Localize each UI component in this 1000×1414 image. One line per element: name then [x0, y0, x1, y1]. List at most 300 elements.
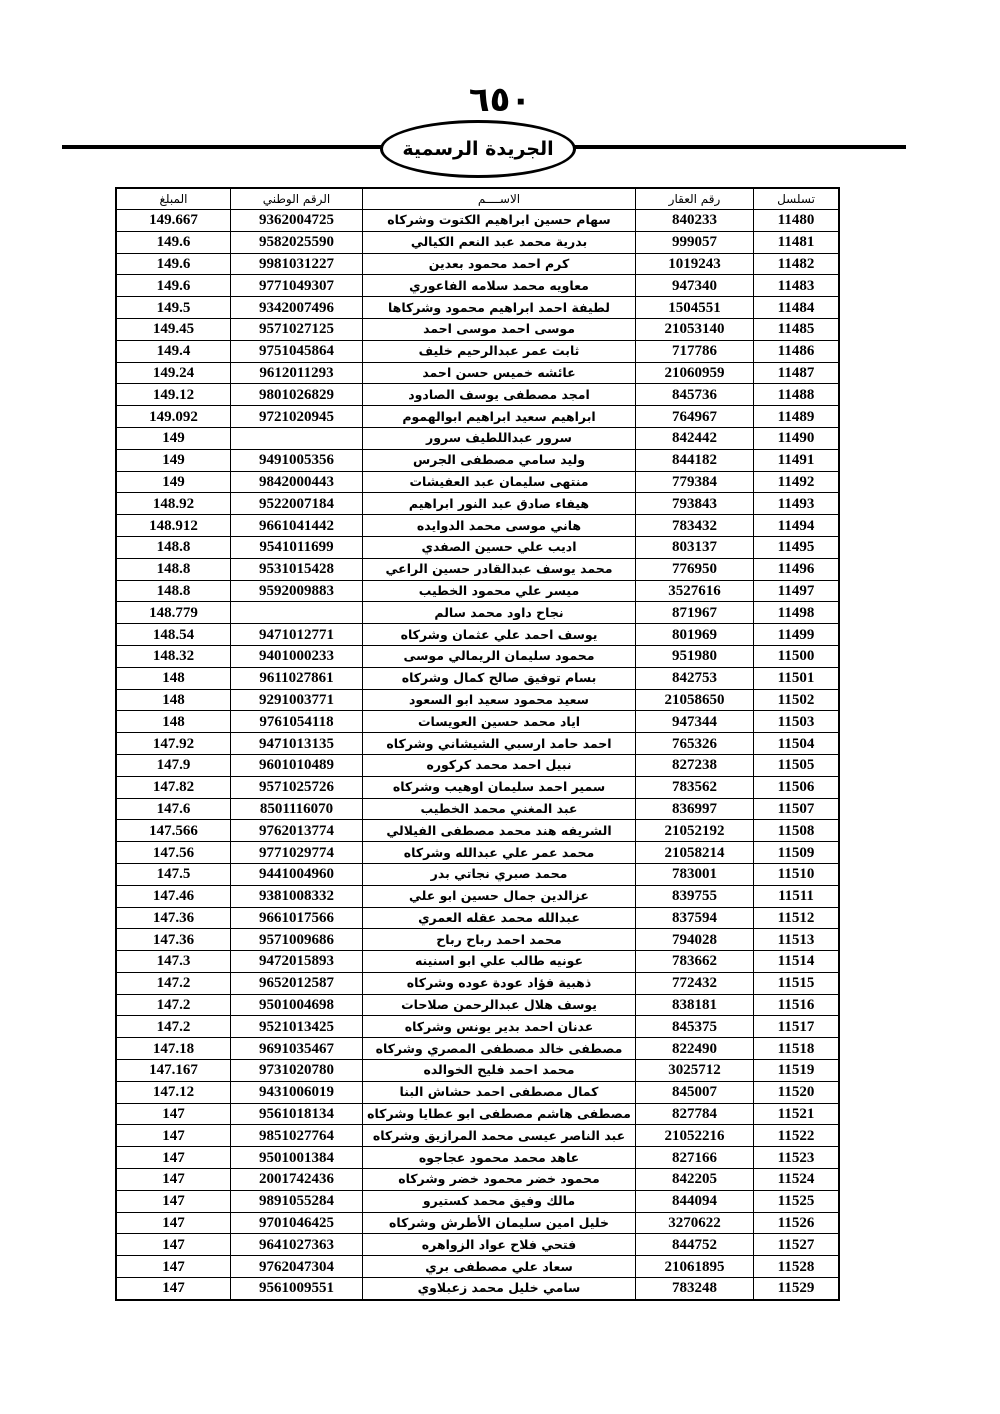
cell-amount: 149.5	[116, 297, 231, 319]
cell-name: نجاح داود محمد سالم	[363, 602, 636, 624]
cell-serial: 11523	[754, 1147, 840, 1169]
cell-national-id: 9592009883	[231, 580, 363, 602]
column-header-amount: المبلغ	[116, 188, 231, 210]
cell-national-id: 9731020780	[231, 1060, 363, 1082]
cell-name: فتحي فلاح عواد الزواهره	[363, 1234, 636, 1256]
cell-amount: 149.24	[116, 362, 231, 384]
cell-property-no: 764967	[636, 406, 754, 428]
cell-property-no: 772432	[636, 972, 754, 994]
cell-property-no: 717786	[636, 340, 754, 362]
cell-name: سهام حسين ابراهيم الكتوت وشركاه	[363, 210, 636, 232]
table-row	[116, 972, 839, 994]
cell-serial: 11480	[754, 210, 840, 232]
cell-serial: 11527	[754, 1234, 840, 1256]
cell-national-id: 9401000233	[231, 645, 363, 667]
column-header-national-id: الرقم الوطني	[231, 188, 363, 210]
cell-property-no: 844752	[636, 1234, 754, 1256]
table-row	[116, 471, 839, 493]
table-row	[116, 1256, 839, 1278]
table-row	[116, 1278, 839, 1300]
cell-serial: 11502	[754, 689, 840, 711]
cell-amount: 147.3	[116, 951, 231, 973]
cell-property-no: 999057	[636, 231, 754, 253]
cell-serial: 11489	[754, 406, 840, 428]
cell-property-no: 21058214	[636, 842, 754, 864]
cell-national-id: 9751045864	[231, 340, 363, 362]
table-row	[116, 1169, 839, 1191]
cell-name: محمد عمر علي عبدالله وشركاه	[363, 842, 636, 864]
table-row	[116, 1234, 839, 1256]
table-row	[116, 1125, 839, 1147]
cell-national-id	[231, 602, 363, 624]
cell-property-no: 827166	[636, 1147, 754, 1169]
cell-amount: 148.54	[116, 624, 231, 646]
cell-property-no: 776950	[636, 558, 754, 580]
cell-name: خليل امين سليمان الأطرش وشركاه	[363, 1212, 636, 1234]
cell-national-id: 9582025590	[231, 231, 363, 253]
cell-name: كرم احمد محمود بعدين	[363, 253, 636, 275]
cell-national-id: 9601010489	[231, 754, 363, 776]
cell-name: محمد يوسف عبدالقادر حسين الراعي	[363, 558, 636, 580]
cell-amount: 147.92	[116, 733, 231, 755]
table-row	[116, 776, 839, 798]
cell-amount: 148.779	[116, 602, 231, 624]
cell-name: نبيل احمد محمد كركوره	[363, 754, 636, 776]
cell-serial: 11485	[754, 318, 840, 340]
cell-amount: 148	[116, 711, 231, 733]
cell-property-no: 783001	[636, 863, 754, 885]
cell-amount: 147.2	[116, 972, 231, 994]
cell-national-id: 9661017566	[231, 907, 363, 929]
cell-amount: 149	[116, 427, 231, 449]
table-row	[116, 624, 839, 646]
cell-property-no: 3025712	[636, 1060, 754, 1082]
cell-amount: 148	[116, 689, 231, 711]
cell-amount: 147.9	[116, 754, 231, 776]
table-header-row	[116, 188, 839, 210]
table-row	[116, 427, 839, 449]
table-row	[116, 733, 839, 755]
cell-national-id: 9721020945	[231, 406, 363, 428]
cell-serial: 11505	[754, 754, 840, 776]
cell-property-no: 836997	[636, 798, 754, 820]
table-row	[116, 362, 839, 384]
cell-national-id: 9431006019	[231, 1081, 363, 1103]
cell-serial: 11490	[754, 427, 840, 449]
cell-name: ذهبية فؤاد عودة عوده وشركاه	[363, 972, 636, 994]
cell-serial: 11509	[754, 842, 840, 864]
cell-property-no: 871967	[636, 602, 754, 624]
cell-serial: 11514	[754, 951, 840, 973]
cell-national-id: 9761054118	[231, 711, 363, 733]
table-row	[116, 449, 839, 471]
table-row	[116, 558, 839, 580]
cell-name: ابراهيم سعيد ابراهيم ابوالهموم	[363, 406, 636, 428]
cell-national-id: 9981031227	[231, 253, 363, 275]
cell-property-no: 783248	[636, 1278, 754, 1300]
cell-national-id: 9471013135	[231, 733, 363, 755]
cell-name: عاهد محمد محمود عجاجوه	[363, 1147, 636, 1169]
cell-property-no: 783562	[636, 776, 754, 798]
cell-property-no: 783662	[636, 951, 754, 973]
cell-name: محمود سليمان الريمالي موسى	[363, 645, 636, 667]
cell-national-id: 9561009551	[231, 1278, 363, 1300]
cell-name: مصطفى هاشم مصطفى ابو عطايا وشركاه	[363, 1103, 636, 1125]
cell-national-id: 2001742436	[231, 1169, 363, 1191]
cell-serial: 11500	[754, 645, 840, 667]
cell-property-no: 822490	[636, 1038, 754, 1060]
cell-name: منتهى سليمان عبد العفيشات	[363, 471, 636, 493]
cell-serial: 11515	[754, 972, 840, 994]
table-row	[116, 645, 839, 667]
cell-name: عزالدين جمال حسين ابو علي	[363, 885, 636, 907]
cell-property-no: 827238	[636, 754, 754, 776]
cell-amount: 149.667	[116, 210, 231, 232]
cell-property-no: 803137	[636, 536, 754, 558]
cell-national-id	[231, 427, 363, 449]
cell-serial: 11519	[754, 1060, 840, 1082]
cell-property-no: 838181	[636, 994, 754, 1016]
cell-property-no: 765326	[636, 733, 754, 755]
cell-amount: 147.566	[116, 820, 231, 842]
cell-national-id: 9842000443	[231, 471, 363, 493]
cell-property-no: 947344	[636, 711, 754, 733]
cell-serial: 11507	[754, 798, 840, 820]
table-row	[116, 667, 839, 689]
cell-national-id: 9762013774	[231, 820, 363, 842]
cell-serial: 11513	[754, 929, 840, 951]
cell-serial: 11486	[754, 340, 840, 362]
cell-name: عبدالله محمد عقله العمري	[363, 907, 636, 929]
cell-national-id: 9441004960	[231, 863, 363, 885]
table-row	[116, 384, 839, 406]
cell-name: يوسف احمد علي عثمان وشركاه	[363, 624, 636, 646]
table-row	[116, 406, 839, 428]
cell-property-no: 779384	[636, 471, 754, 493]
table-row	[116, 602, 839, 624]
cell-amount: 148.8	[116, 558, 231, 580]
table-row	[116, 885, 839, 907]
cell-amount: 148	[116, 667, 231, 689]
table-row	[116, 536, 839, 558]
cell-name: بدرية محمد عبد النعم الكيالي	[363, 231, 636, 253]
cell-serial: 11508	[754, 820, 840, 842]
cell-serial: 11484	[754, 297, 840, 319]
cell-serial: 11517	[754, 1016, 840, 1038]
cell-serial: 11496	[754, 558, 840, 580]
cell-serial: 11487	[754, 362, 840, 384]
cell-property-no: 845736	[636, 384, 754, 406]
gazette-title: الجريدة الرسمية	[380, 120, 576, 178]
cell-amount: 147.82	[116, 776, 231, 798]
cell-amount: 147	[116, 1169, 231, 1191]
cell-national-id: 9501001384	[231, 1147, 363, 1169]
cell-national-id: 9522007184	[231, 493, 363, 515]
table-row	[116, 754, 839, 776]
cell-name: وليد سامي مصطفى الجرس	[363, 449, 636, 471]
cell-serial: 11506	[754, 776, 840, 798]
cell-national-id: 9771029774	[231, 842, 363, 864]
cell-amount: 147	[116, 1147, 231, 1169]
cell-property-no: 3270622	[636, 1212, 754, 1234]
cell-name: بسام توفيق صالح كمال وشركاه	[363, 667, 636, 689]
cell-serial: 11528	[754, 1256, 840, 1278]
cell-serial: 11482	[754, 253, 840, 275]
cell-serial: 11503	[754, 711, 840, 733]
cell-property-no: 794028	[636, 929, 754, 951]
cell-amount: 148.92	[116, 493, 231, 515]
cell-property-no: 3527616	[636, 580, 754, 602]
cell-national-id: 9571025726	[231, 776, 363, 798]
cell-national-id: 9701046425	[231, 1212, 363, 1234]
cell-name: لطيفة احمد ابراهيم محمود وشركاها	[363, 297, 636, 319]
cell-name: محمد صبري نجاتي بدر	[363, 863, 636, 885]
table-row	[116, 994, 839, 1016]
cell-name: اديب علي حسين الصفدي	[363, 536, 636, 558]
cell-property-no: 21052216	[636, 1125, 754, 1147]
cell-property-no: 793843	[636, 493, 754, 515]
cell-amount: 147.56	[116, 842, 231, 864]
cell-name: احمد حامد ارسبي الشيشاني وشركاه	[363, 733, 636, 755]
cell-national-id: 9571027125	[231, 318, 363, 340]
table-row	[116, 689, 839, 711]
cell-amount: 148.8	[116, 580, 231, 602]
cell-name: ميسر علي محمود الخطيب	[363, 580, 636, 602]
table-row	[116, 1190, 839, 1212]
table-row	[116, 231, 839, 253]
table-row	[116, 1060, 839, 1082]
cell-amount: 147	[116, 1278, 231, 1300]
cell-national-id: 9611027861	[231, 667, 363, 689]
cell-amount: 149.12	[116, 384, 231, 406]
cell-amount: 149.6	[116, 253, 231, 275]
cell-serial: 11491	[754, 449, 840, 471]
cell-national-id: 9531015428	[231, 558, 363, 580]
cell-national-id: 9561018134	[231, 1103, 363, 1125]
cell-name: عبد الناصر عيسى محمد المرازيق وشركاه	[363, 1125, 636, 1147]
cell-property-no: 842753	[636, 667, 754, 689]
cell-amount: 147.2	[116, 1016, 231, 1038]
cell-national-id: 9641027363	[231, 1234, 363, 1256]
cell-national-id: 9491005356	[231, 449, 363, 471]
cell-property-no: 21053140	[636, 318, 754, 340]
cell-serial: 11525	[754, 1190, 840, 1212]
column-header-name: الاســــم	[363, 188, 636, 210]
cell-property-no: 845007	[636, 1081, 754, 1103]
table-row	[116, 863, 839, 885]
cell-serial: 11492	[754, 471, 840, 493]
cell-serial: 11524	[754, 1169, 840, 1191]
cell-amount: 149.6	[116, 275, 231, 297]
cell-name: محمد احمد رباح رباح	[363, 929, 636, 951]
cell-name: سعاد علي مصطفى بري	[363, 1256, 636, 1278]
cell-property-no: 845375	[636, 1016, 754, 1038]
cell-serial: 11481	[754, 231, 840, 253]
table-row	[116, 1212, 839, 1234]
cell-serial: 11495	[754, 536, 840, 558]
cell-serial: 11516	[754, 994, 840, 1016]
cell-name: عائشه خميس حسن احمد	[363, 362, 636, 384]
cell-property-no: 783432	[636, 515, 754, 537]
cell-national-id: 9571009686	[231, 929, 363, 951]
table-row	[116, 493, 839, 515]
table-row	[116, 951, 839, 973]
cell-amount: 147	[116, 1212, 231, 1234]
cell-property-no: 801969	[636, 624, 754, 646]
cell-name: مصطفى خالد مصطفى المصري وشركاه	[363, 1038, 636, 1060]
cell-name: محمود خضر محمود خضر وشركاه	[363, 1169, 636, 1191]
cell-national-id: 9661041442	[231, 515, 363, 537]
cell-name: عبد المغني محمد الخطيب	[363, 798, 636, 820]
cell-name: عونيه طالب علي ابو اسنينه	[363, 951, 636, 973]
cell-amount: 147	[116, 1103, 231, 1125]
cell-property-no: 1019243	[636, 253, 754, 275]
cell-serial: 11504	[754, 733, 840, 755]
cell-serial: 11522	[754, 1125, 840, 1147]
cell-serial: 11529	[754, 1278, 840, 1300]
cell-property-no: 21061895	[636, 1256, 754, 1278]
cell-property-no: 844094	[636, 1190, 754, 1212]
cell-national-id: 9691035467	[231, 1038, 363, 1060]
table-row	[116, 253, 839, 275]
cell-name: موسى احمد موسى احمد	[363, 318, 636, 340]
cell-name: هاني موسى محمد الدوايده	[363, 515, 636, 537]
cell-amount: 147	[116, 1125, 231, 1147]
cell-national-id: 9541011699	[231, 536, 363, 558]
cell-name: امجد مصطفى يوسف الصادود	[363, 384, 636, 406]
cell-amount: 147.5	[116, 863, 231, 885]
table-row	[116, 842, 839, 864]
cell-name: سعيد محمود سعيد ابو السعود	[363, 689, 636, 711]
cell-serial: 11520	[754, 1081, 840, 1103]
cell-name: هيفاء صادق عبد النور ابراهيم	[363, 493, 636, 515]
cell-serial: 11518	[754, 1038, 840, 1060]
cell-amount: 148.8	[116, 536, 231, 558]
column-header-serial: تسلسل	[754, 188, 840, 210]
table-row	[116, 1038, 839, 1060]
cell-amount: 148.912	[116, 515, 231, 537]
cell-amount: 147	[116, 1190, 231, 1212]
cell-national-id: 9851027764	[231, 1125, 363, 1147]
cell-amount: 149.092	[116, 406, 231, 428]
cell-national-id: 9362004725	[231, 210, 363, 232]
cell-national-id: 9472015893	[231, 951, 363, 973]
cell-amount: 147.46	[116, 885, 231, 907]
cell-property-no: 827784	[636, 1103, 754, 1125]
cell-serial: 11510	[754, 863, 840, 885]
cell-name: يوسف هلال عبدالرحمن صلاحات	[363, 994, 636, 1016]
table-row	[116, 929, 839, 951]
table-row	[116, 515, 839, 537]
cell-serial: 11494	[754, 515, 840, 537]
cell-amount: 149.6	[116, 231, 231, 253]
table-row	[116, 297, 839, 319]
cell-serial: 11499	[754, 624, 840, 646]
cell-property-no: 842442	[636, 427, 754, 449]
cell-national-id: 9501004698	[231, 994, 363, 1016]
cell-name: سمير احمد سليمان اوهيب وشركاه	[363, 776, 636, 798]
cell-name: كمال مصطفى احمد حشاش البنا	[363, 1081, 636, 1103]
table-row	[116, 580, 839, 602]
cell-amount: 149	[116, 471, 231, 493]
cell-amount: 147.36	[116, 907, 231, 929]
gazette-table	[115, 187, 840, 1301]
column-header-property-no: رقم العقار	[636, 188, 754, 210]
cell-serial: 11488	[754, 384, 840, 406]
cell-name: محمد احمد فليح الخوالده	[363, 1060, 636, 1082]
table-row	[116, 1016, 839, 1038]
cell-serial: 11526	[754, 1212, 840, 1234]
cell-serial: 11498	[754, 602, 840, 624]
cell-national-id: 9342007496	[231, 297, 363, 319]
cell-amount: 147.36	[116, 929, 231, 951]
table-row	[116, 210, 839, 232]
cell-serial: 11521	[754, 1103, 840, 1125]
table-body	[116, 210, 839, 1300]
cell-amount: 149	[116, 449, 231, 471]
cell-name: سامي خليل محمد زعبلاوي	[363, 1278, 636, 1300]
cell-property-no: 837594	[636, 907, 754, 929]
table-row	[116, 318, 839, 340]
cell-amount: 147.12	[116, 1081, 231, 1103]
cell-national-id: 9381008332	[231, 885, 363, 907]
cell-national-id: 9521013425	[231, 1016, 363, 1038]
cell-serial: 11483	[754, 275, 840, 297]
cell-name: الشريفه هند محمد مصطفى الفيلالي	[363, 820, 636, 842]
table-row	[116, 340, 839, 362]
cell-property-no: 947340	[636, 275, 754, 297]
table-row	[116, 907, 839, 929]
cell-property-no: 844182	[636, 449, 754, 471]
cell-amount: 149.45	[116, 318, 231, 340]
cell-national-id: 9471012771	[231, 624, 363, 646]
cell-national-id: 8501116070	[231, 798, 363, 820]
table-row	[116, 1103, 839, 1125]
cell-property-no: 1504551	[636, 297, 754, 319]
cell-serial: 11497	[754, 580, 840, 602]
cell-national-id: 9801026829	[231, 384, 363, 406]
cell-amount: 147.2	[116, 994, 231, 1016]
cell-property-no: 951980	[636, 645, 754, 667]
cell-national-id: 9652012587	[231, 972, 363, 994]
cell-national-id: 9291003771	[231, 689, 363, 711]
cell-name: سرور عبداللطيف سرور	[363, 427, 636, 449]
cell-amount: 147.167	[116, 1060, 231, 1082]
cell-serial: 11493	[754, 493, 840, 515]
cell-property-no: 21058650	[636, 689, 754, 711]
cell-name: اياد محمد حسين العويسات	[363, 711, 636, 733]
table-row	[116, 1147, 839, 1169]
cell-amount: 147.6	[116, 798, 231, 820]
page-number: ٦٥٠	[468, 80, 532, 120]
table-row	[116, 798, 839, 820]
cell-name: ثابت عمر عبدالرحيم خليف	[363, 340, 636, 362]
cell-amount: 149.4	[116, 340, 231, 362]
table-row	[116, 711, 839, 733]
cell-amount: 147.18	[116, 1038, 231, 1060]
cell-amount: 148.32	[116, 645, 231, 667]
cell-property-no: 21060959	[636, 362, 754, 384]
cell-serial: 11511	[754, 885, 840, 907]
cell-national-id: 9612011293	[231, 362, 363, 384]
cell-amount: 147	[116, 1256, 231, 1278]
cell-national-id: 9771049307	[231, 275, 363, 297]
cell-name: معاويه محمد سلامه الفاعوري	[363, 275, 636, 297]
cell-name: عدنان احمد بدير يونس وشركاه	[363, 1016, 636, 1038]
cell-serial: 11501	[754, 667, 840, 689]
cell-property-no: 21052192	[636, 820, 754, 842]
cell-property-no: 840233	[636, 210, 754, 232]
